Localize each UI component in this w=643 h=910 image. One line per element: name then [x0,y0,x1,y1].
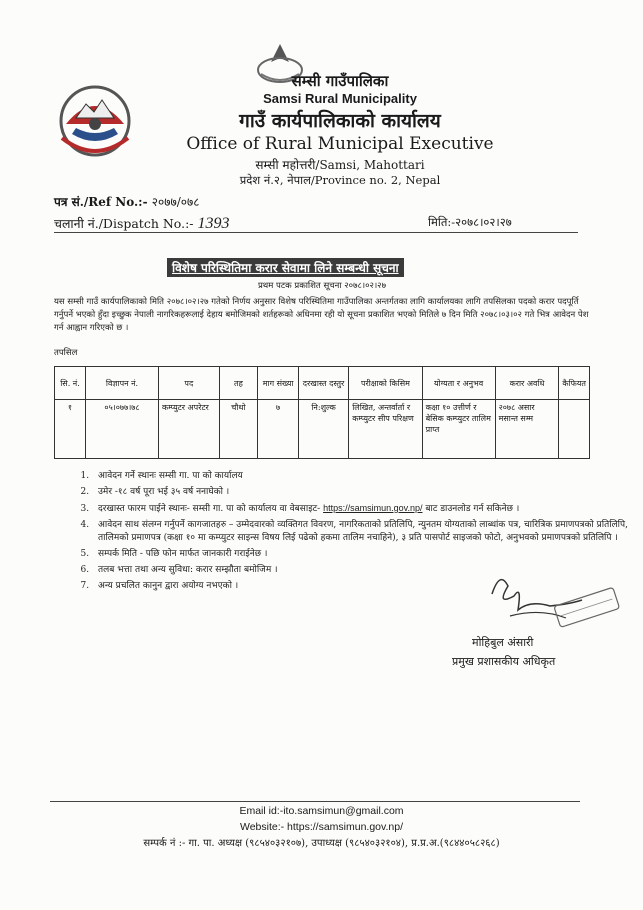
footer-contact: सम्पर्क नं :- गा. पा. अध्यक्ष (९८५४०३२१०७), उपाध्यक्ष (९८५४०३२१०४), प्र.प्र.अ.(९८४४०५८२६८) [143,838,500,849]
table-header: विज्ञापन नं. [86,367,159,400]
table-header: माग संख्या [258,367,299,400]
municipality-name-en: Samsi Rural Municipality [263,91,417,106]
vacancy-table [54,366,590,459]
table-cell: ७ [258,400,299,459]
table-header: कैफियत [559,367,590,400]
list-item [92,502,632,516]
notice-body: यस सम्सी गाउँ कार्यपालिकाको मिति २०७८।०२।२७ गतेको निर्णय अनुसार विशेष परिस्थितिमा गाउँपालिका अन्तर्गतका लागि कार्यालयका लागि तपसिलका पदको करार पदपूर्ति गर्नुपर्ने भएको हुँदा इच्छुक नेपाली नागरिकहरूलाई देहाय बमोजिमको शर्तहरूको अधिनमा रही यो सूचना प्रकाशित भएको मितिले ७ दिन मिति २०७८।०३।०२ गते भित्र आवेदन पेश गर्न आह्वान गरिएको छ । [54,297,589,333]
nepal-emblem-icon [54,78,136,160]
download-note: बाट डाउनलोड गर्न सकिनेछ । [425,504,520,514]
list-item: 4. आवेदन साथ संलग्न गर्नुपर्ने कागजातहरु – उम्मेदवारको व्यक्तिगत विवरण, नागरिकताको प्रतिलिपि, न्युनतम योग्यताको लाब्धांक पत्र, चारित्रिक प्रमाणपत्रको प्रतिलिपि, तालिमको प्रमाणपत्र (कक्षा १० मा कम्प्युटर साइन्स विषय लिई पढेको हकमा तालिम नचाहिने), ३ प्रति पासपोर्ट साइजको फोटो, अनुभवको प्रमाणपत्रको प्रतिलिपि । [92,519,632,545]
table-cell: २०७८ असार मसान्त सम्म [495,400,559,459]
table-cell: कम्प्युटर अपरेटर [158,400,219,459]
list-item: 5. सम्पर्क मिति - पछि फोन मार्फत जानकारी गराईनेछ । [92,548,632,561]
table-cell: ०५।०७७।७८ [86,400,159,459]
table-cell: लिखित, अन्तर्वार्ता र कम्प्युटर सीप परिक्षण [349,400,422,459]
signature-stamp-icon [470,566,620,634]
table-cell: नि:शुल्क [298,400,348,459]
table-header: पद [158,367,219,400]
table-cell: कक्षा १० उत्तीर्ण र बेसिक कम्प्युटर तालिम प्राप्त [422,400,495,459]
notice-subject: विशेष परिस्थितिमा करार सेवामा लिने सम्बन्धी सूचना [167,258,404,277]
list-item: 6. तलब भत्ता तथा अन्य सुविधा: करार सम्झौता बमोजिम । [92,564,632,577]
table-cell: चौथो [219,400,258,459]
table-header: दरखास्त दस्तुर [298,367,348,400]
signatory-name: मोहिबुल अंसारी [472,636,534,649]
table-header: योग्यता र अनुभव [422,367,495,400]
letter-date: मिति:-२०७८।०२।२७ [428,215,512,229]
list-item: 7. अन्य प्रचलित कानुन द्वारा अयोग्य नभएको । [92,580,632,593]
dispatch-value: 1393 [197,215,230,232]
office-name-en: Office of Rural Municipal Executive [186,134,494,154]
footer-website[interactable]: Website:- https://samsimun.gov.np/ [239,821,403,833]
list-item: 1. आवेदन गर्ने स्थानः सम्सी गा. पा को कार्यालय [92,470,632,483]
table-header-row [55,367,590,400]
municipality-name-np: सम्सी गाउँपालिका [291,72,389,90]
office-name-np: गाउँ कार्यपालिकाको कार्यालय [239,110,441,132]
province: प्रदेश नं.२, नेपाल/Province no. 2, Nepal [239,173,441,187]
signatory-title: प्रमुख प्रशासकीय अधिकृत [452,655,556,668]
dispatch-number [54,215,230,233]
dispatch-label: चलानी नं./Dispatch No.:- [54,216,194,231]
divider [54,232,578,233]
table-header: परीक्षाको किसिम [349,367,422,400]
table-header: सि. नं. [55,367,86,400]
condition-text: दरखास्त फारम पाईने स्थानः- सम्सी गा. पा को कार्यालय वा वेबसाइट- [98,504,321,514]
table-header: करार अवधि [495,367,559,400]
address: सम्सी महोत्तरी/Samsi, Mahottari [255,158,425,172]
publication-note: प्रथम पटक प्रकाशित सूचना २०७८।०२।२७ [257,281,387,291]
table-cell [559,400,590,459]
table-row [55,400,590,459]
table-cell: १ [55,400,86,459]
table-label: तपसिल [54,348,78,358]
ref-label: पत्र सं./Ref No.:- [54,195,148,209]
footer-email[interactable]: Email id:-ito.samsimun@gmail.com [239,805,404,817]
website-link[interactable]: https://samsimun.gov.np/ [323,503,423,513]
ref-number [54,193,200,210]
list-item: 2. उमेर -१८ वर्ष पूरा भई ३५ वर्ष ननाघेको । [92,486,632,499]
table-header: तह [219,367,258,400]
footer-divider [50,801,580,802]
ref-value: २०७७/०७८ [151,195,200,209]
